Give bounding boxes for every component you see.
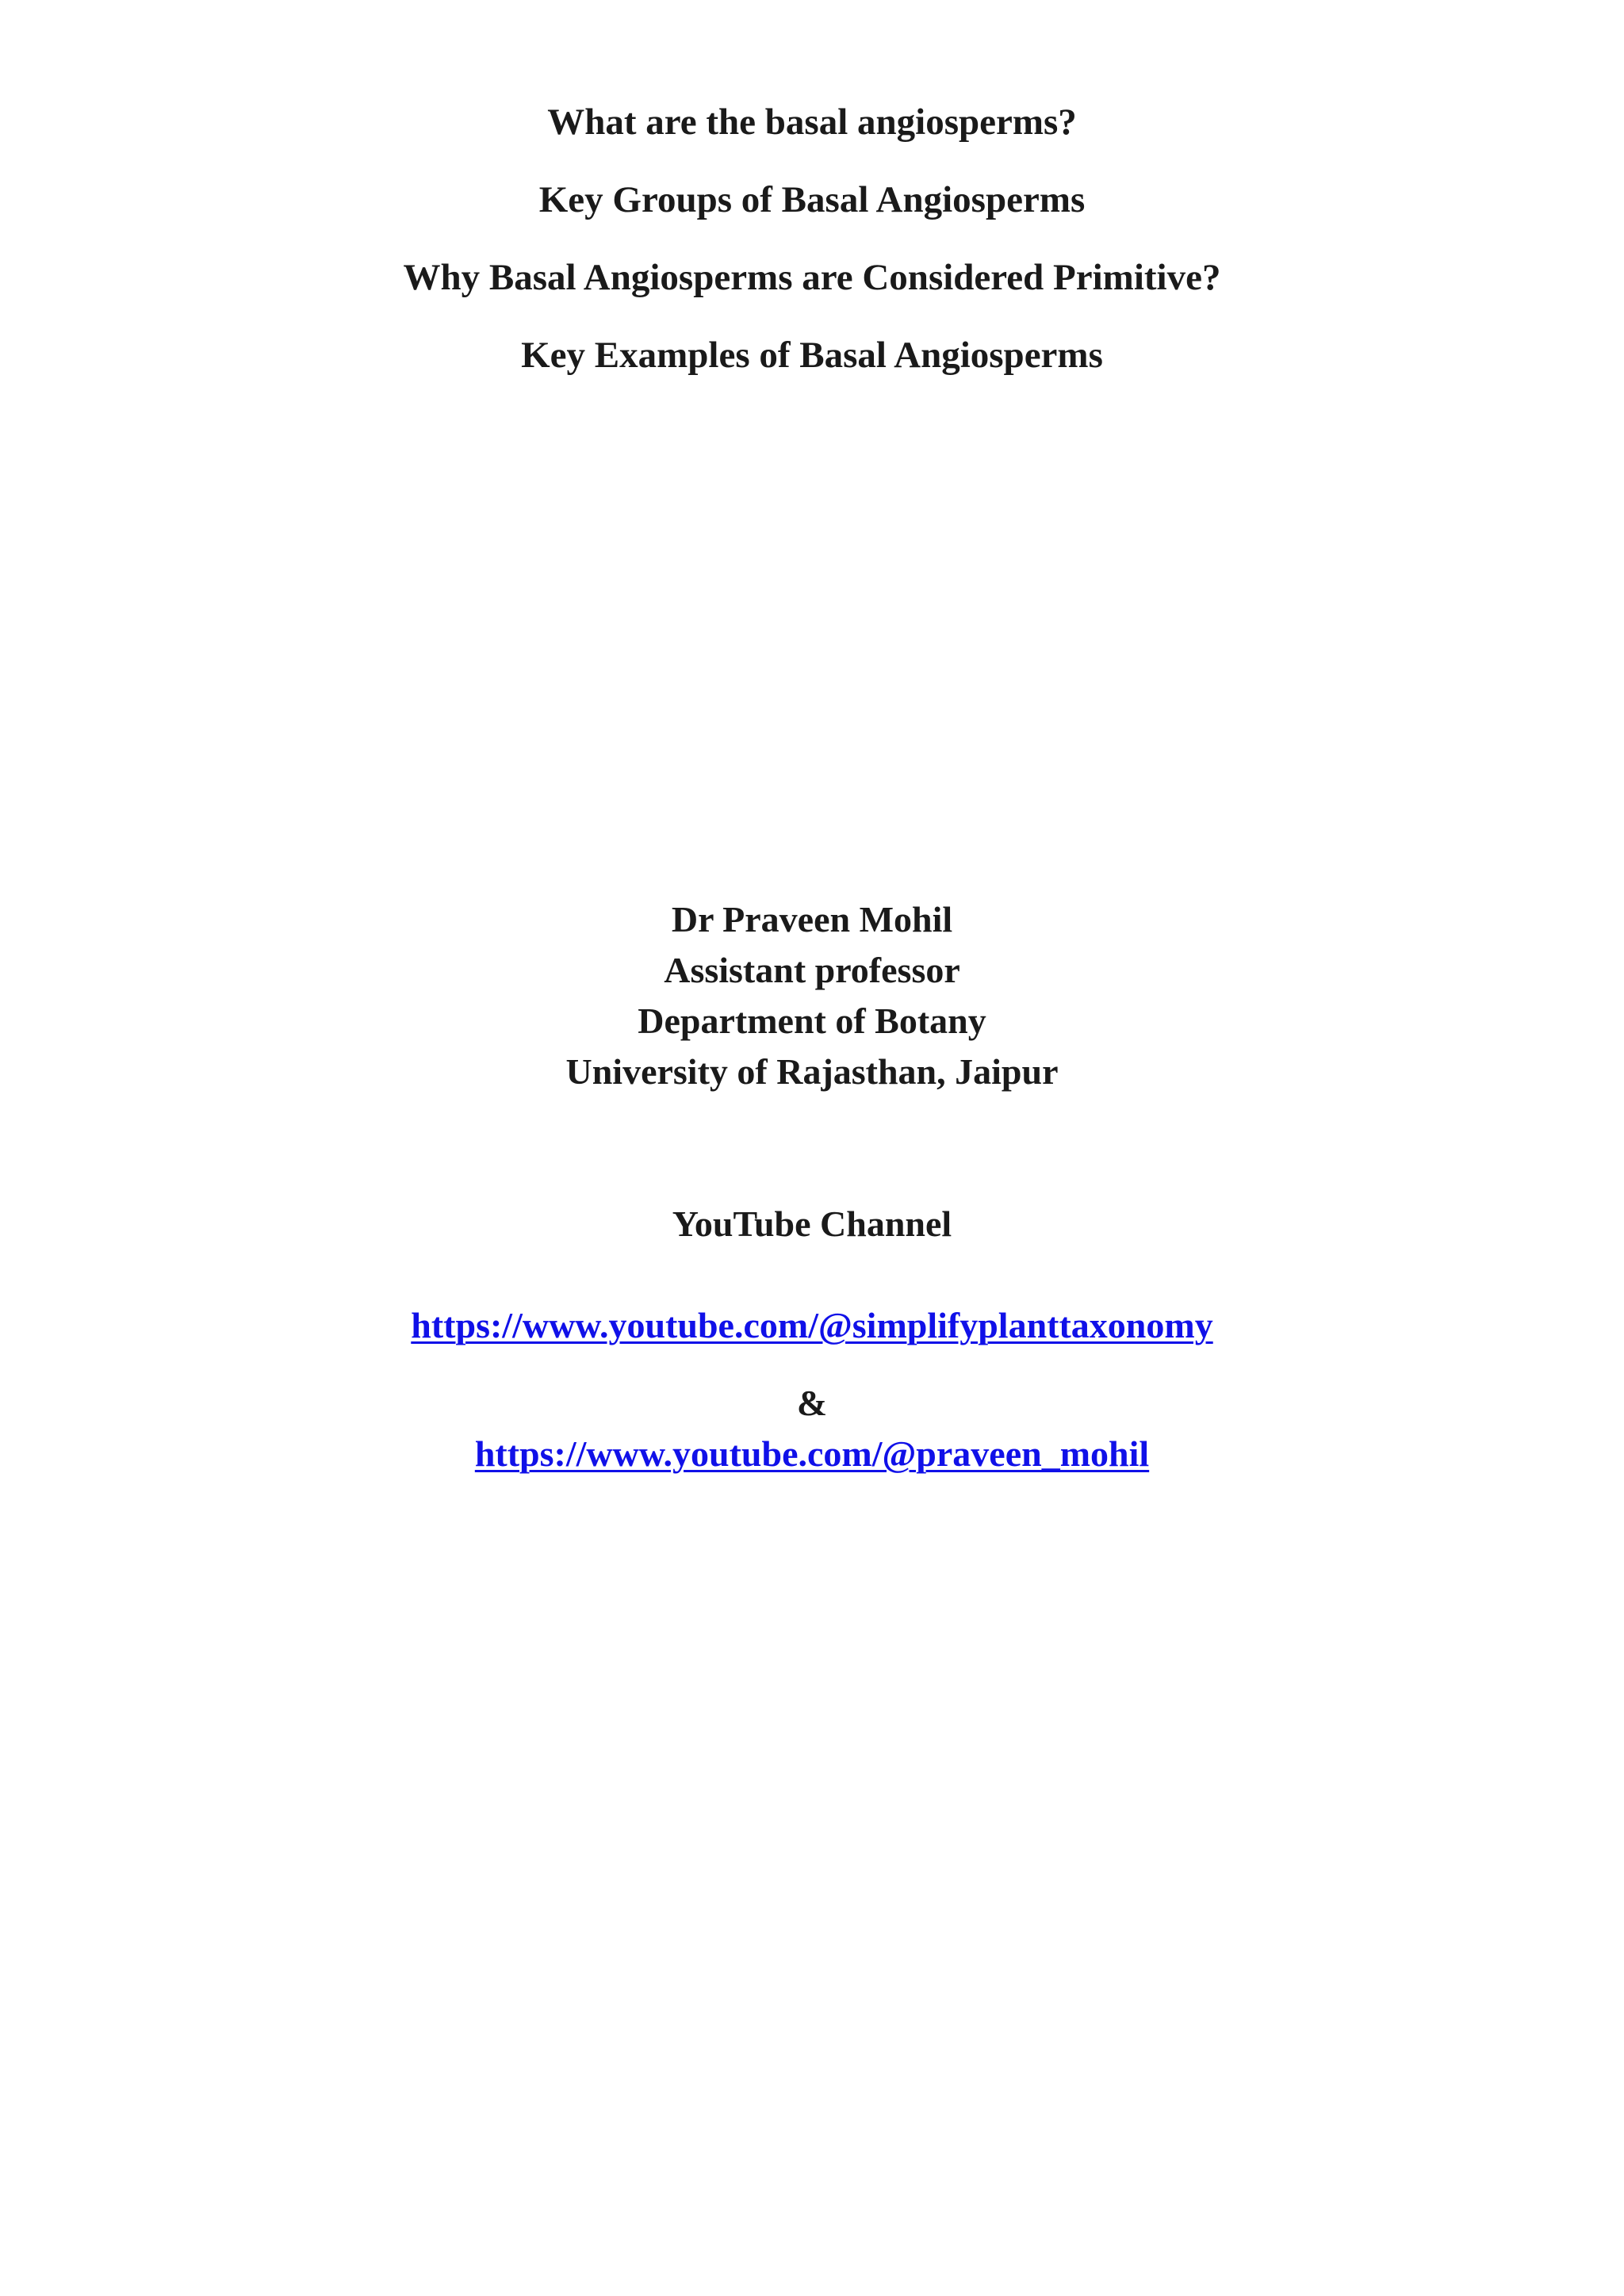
author-department: Department of Botany: [638, 1001, 986, 1041]
author-university: University of Rajasthan, Jaipur: [565, 1051, 1059, 1092]
heading-key-examples: Key Examples of Basal Angiosperms: [521, 335, 1103, 376]
heading-basal-angiosperms: What are the basal angiosperms?: [547, 101, 1077, 143]
link-separator: &: [796, 1383, 828, 1423]
link-row-2: [0, 1432, 1624, 1476]
author-name: Dr Praveen Mohil: [671, 899, 953, 939]
link-row-1: [0, 1303, 1624, 1348]
heading-why-primitive: Why Basal Angiosperms are Considered Primitive?: [403, 257, 1221, 298]
youtube-link-praveen-mohil[interactable]: https://www.youtube.com/@praveen_mohil: [474, 1433, 1150, 1474]
author-title: Assistant professor: [664, 950, 960, 990]
youtube-link-simplifyplanttaxonomy[interactable]: https://www.youtube.com/@simplifyplanttaxonomy: [411, 1305, 1213, 1345]
heading-key-groups: Key Groups of Basal Angiosperms: [538, 179, 1086, 220]
youtube-channel-label: YouTube Channel: [672, 1203, 952, 1244]
